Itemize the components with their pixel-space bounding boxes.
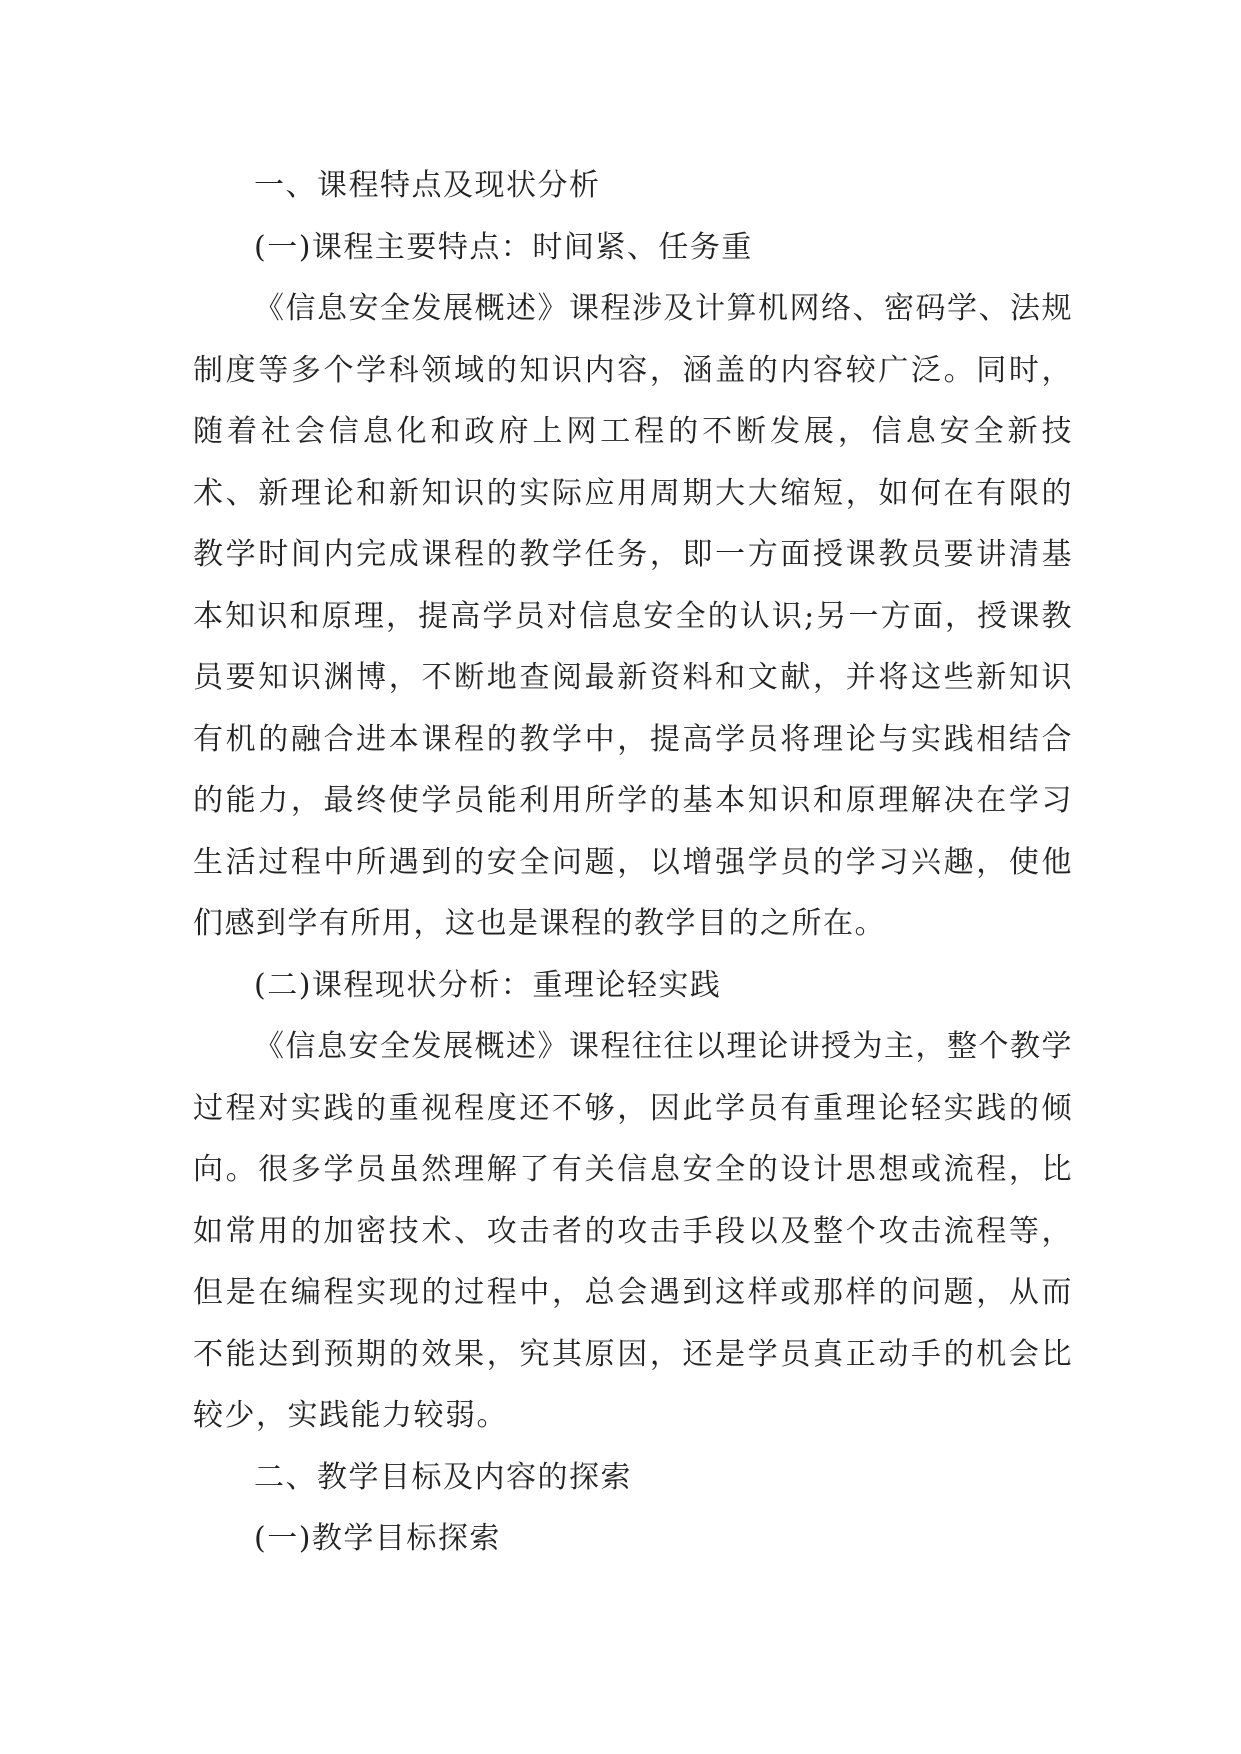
section-heading-1: 一、课程特点及现状分析 — [254, 168, 601, 203]
subsection-heading-2-1: (一)教学目标探索 — [254, 1521, 501, 1556]
document-body — [193, 155, 1073, 1570]
subsection-heading-1-1: (一)课程主要特点：时间紧、任务重 — [254, 229, 753, 265]
paragraph-course-features: 《信息安全发展概述》课程涉及计算机网络、密码学、法规制度等多个学科领域的知识内容，涵盖的内容较广泛。同时，随着社会信息化和政府上网工程的不断发展，信息安全新技术、新理论和新知识的实际应用周期大大缩短，如何在有限的教学时间内完成课程的教学任务，即一方面授课教员要讲清基本知识和原理，提高学员对信息安全的认识;另一方面，授课教员要知识渊博，不断地查阅最新资料和文献，并将这些新知识有机的融合进本课程的教学中，提高学员将理论与实践相结合的能力，最终使学员能利用所学的基本知识和原理解决在学习生活过程中所遇到的安全问题，以增强学员的学习兴趣，使他们感到学有所用，这也是课程的教学目的之所在。 — [193, 291, 1073, 941]
subsection-heading-1-2: (二)课程现状分析：重理论轻实践 — [254, 967, 722, 1003]
paragraph-course-status: 《信息安全发展概述》课程往往以理论讲授为主，整个教学过程对实践的重视程度还不够，因此学员有重理论轻实践的倾向。很多学员虽然理解了有关信息安全的设计思想或流程，比如常用的加密技术、攻击者的攻击手段以及整个攻击流程等，但是在编程实现的过程中，总会遇到这样或那样的问题，从而不能达到预期的效果，究其原因，还是学员真正动手的机会比较少，实践能力较弱。 — [193, 1029, 1073, 1433]
section-heading-2: 二、教学目标及内容的探索 — [254, 1459, 632, 1495]
